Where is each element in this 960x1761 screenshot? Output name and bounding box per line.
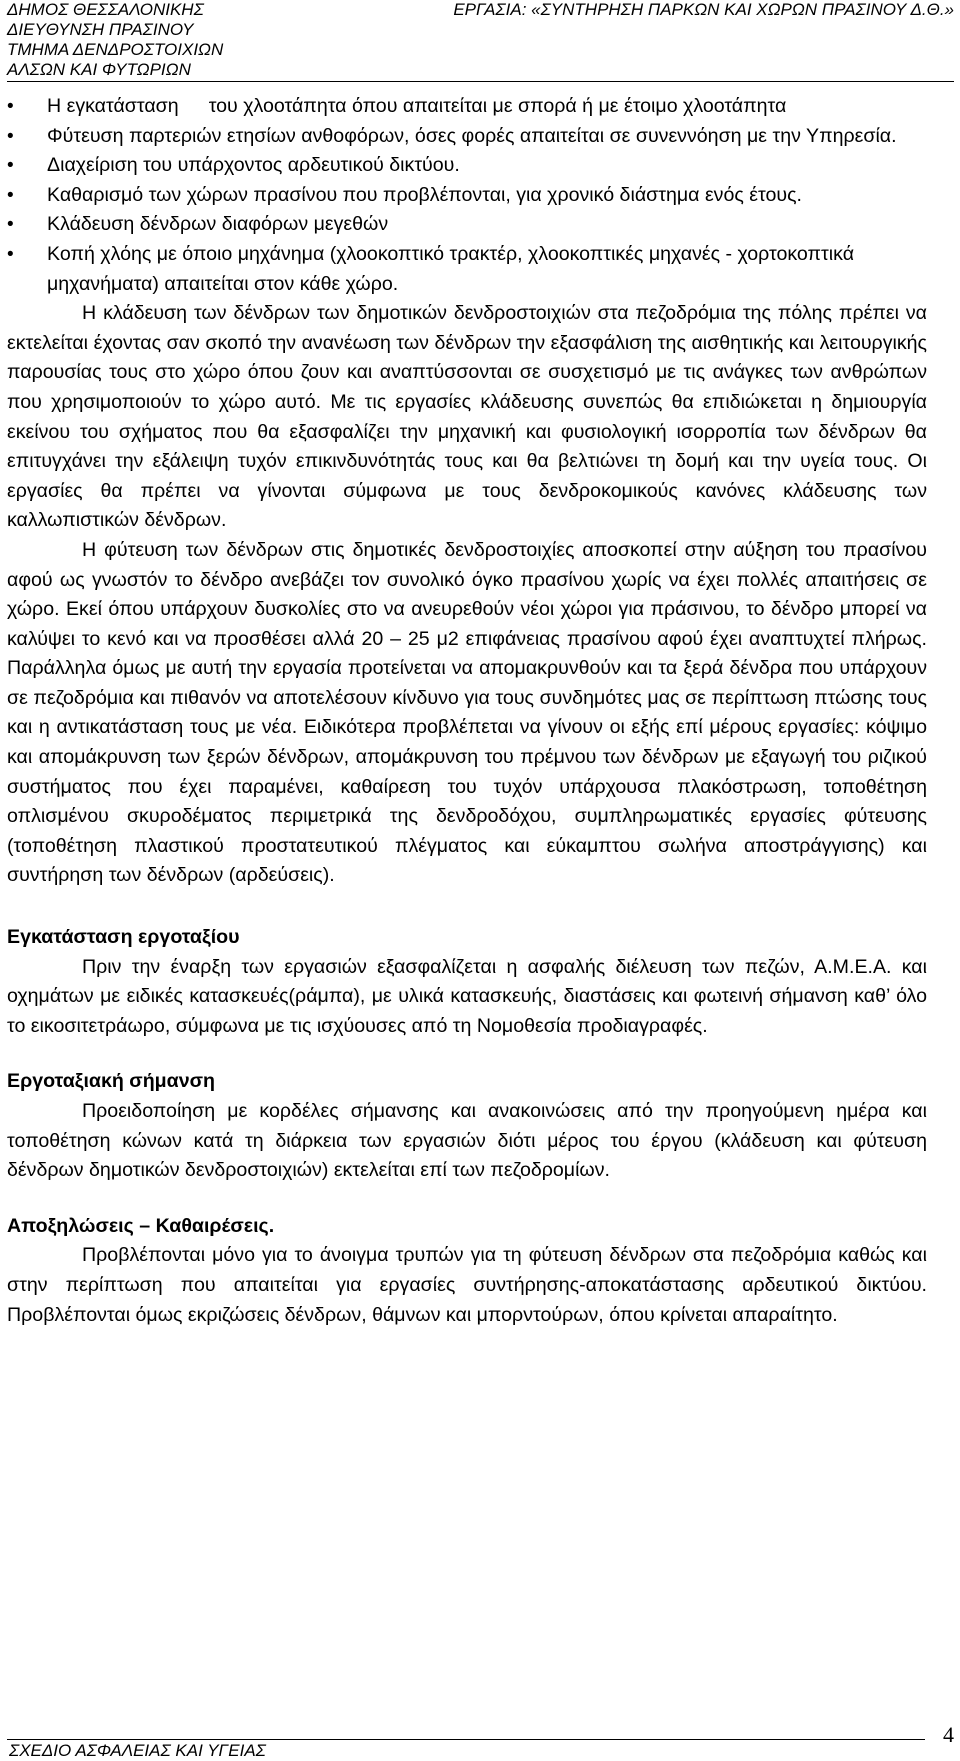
bullet-item: [7, 122, 927, 152]
bullet-text: Φύτευση παρτεριών ετησίων ανθοφόρων, όσες φορές απαιτείται σε συνεννόηση με την Υπηρεσία.: [47, 124, 897, 147]
header-org-line: ΔΙΕΥΘΥΝΣΗ ΠΡΑΣΙΝΟΥ: [7, 20, 194, 39]
bullet-item: [7, 181, 927, 211]
header-divider: [7, 81, 954, 82]
section-heading: Εργοταξιακή σήμανση: [7, 1070, 215, 1093]
bullet-text: Κοπή χλόης με όποιο μηχάνημα (χλοοκοπτικό τρακτέρ, χλοοκοπτικές μηχανές - χορτοκοπτικά μηχανήματα) απαιτείται στον κάθε χώρο.: [47, 242, 855, 295]
bullet-item: [7, 92, 927, 122]
section-heading: Αποξηλώσεις – Καθαιρέσεις.: [7, 1214, 275, 1237]
page-number: 4: [943, 1722, 954, 1747]
section-text: Προβλέπονται μόνο για το άνοιγμα τρυπών για τη φύτευση δένδρων στα πεζοδρόμια καθώς και στην περίπτωση που απαιτείται για εργασίες συντήρησης-αποκατάστασης αρδευτικού δικτύου. Προβλέπονται όμως εκριζώσεις δένδρων, θάμνων και μπορντούρων, όπου κρίνεται απαραίτητο.: [7, 1244, 927, 1326]
section-heading: Εγκατάσταση εργοταξίου: [7, 926, 240, 949]
header-organization: [7, 0, 327, 80]
header-org-line: ΔΗΜΟΣ ΘΕΣΣΑΛΟΝΙΚΗΣ: [7, 0, 204, 19]
bullet-text: του χλοοτάπητα όπου απαιτείται με σπορά ή με έτοιμο χλοοτάπητα: [208, 95, 787, 117]
bullet-text: Καθαρισμό των χώρων πρασίνου που προβλέπονται, για χρονικό διάστημα ενός έτους.: [47, 183, 802, 206]
planting-paragraph: Η φύτευση των δένδρων στις δημοτικές δενδροστοιχίες αποσκοπεί στην αύξηση του πρασίνου αφού ως γνωστόν το δένδρο ανεβάζει τον συνολικό όγκο πρασίνου χωρίς να έχει πολλές απαιτήσεις σε χώρο. Εκεί όπου υπάρχουν δυσκολίες στο να ανευρεθούν νέοι χώροι για πράσινου, το δένδρο μπορεί να καλύψει το κενό και να προσθέσει αλλά 20 – 25 μ2 επιφάνειας πρασίνου αφού έχει αναπτυχτεί πλήρως. Παράλληλα όμως με αυτή την εργασία προτείνεται να απομακρυνθούν και τα ξερά δένδρα που υπάρχουν σε πεζοδρόμια και πιθανόν να αποτελέσουν κίνδυνο για τους συνδημότες μας σε περίπτωση πτώσης τους και η αντικατάσταση τους με νέα. Ειδικότερα προβλέπεται να γίνουν οι εξής επί μέρους εργασίες: κόψιμο και απομάκρυνση των ξερών δένδρων, απομάκρυνση του πρέμνου των δένδρων με εξαγωγή του ριζικού συστήματος που έχει παραμένει, καθαίρεση του τυχόν υπάρχουσα πλακόστρωση, τοποθέτηση οπλισμένου σκυροδέματος περιμετρικά της δενδροδόχου, συμπληρωματικές εργασίες φύτευσης (τοποθέτηση πλαστικού προστατευτικού πλέγματος και εύκαμπτου σωλήνα αποστράγγισης) και συντήρηση των δένδρων (αρδεύσεις).: [7, 538, 927, 887]
pruning-paragraph: Η κλάδευση των δένδρων των δημοτικών δενδροστοιχιών στα πεζοδρόμια της πόλης πρέπει να εκτελείται έχοντας σαν σκοπό την ανανέωση των δένδρων την εξασφάλιση της αισθητικής και λειτουργικής παρουσίας τους στο χώρο όπου ζουν και αναπτύσσονται σε συσχετισμό με τις ανάγκες των ανθρώπων που χρησιμοποιούν το χώρο αυτό. Με τις εργασίες κλάδευσης συνεπώς θα επιδιώκεται η δημιουργία εκείνου του σχήματος που θα εξασφαλίζει την μηχανική και φυσιολογική ισορροπία των δένδρων θα επιτυγχάνει την εξάλειψη τυχόν επικινδυνότητάς τους και θα βελτιώνει τη δομή και την υγεία τους. Οι εργασίες θα πρέπει να γίνονται σύμφωνα με τους δενδροκομικούς κανόνες κλάδευσης των καλλωπιστικών δένδρων.: [7, 302, 927, 532]
bullet-text: Διαχείριση του υπάρχοντος αρδευτικού δικτύου.: [47, 154, 460, 177]
footer-document-title: ΣΧΕΔΙΟ ΑΣΦΑΛΕΙΑΣ ΚΑΙ ΥΓΕΙΑΣ: [9, 1741, 266, 1760]
document-body: [7, 92, 927, 1330]
footer-divider: [7, 1739, 925, 1740]
bullet-text: Η εγκατάσταση: [47, 95, 179, 117]
bullet-item: [7, 240, 927, 299]
section-text: Πριν την έναρξη των εργασιών εξασφαλίζεται η ασφαλής διέλευση των πεζών, Α.Μ.Ε.Α. και οχημάτων με ειδικές κατασκευές(ράμπα), με υλικά κατασκευής, διαστάσεις και φωτεινή σήμανση καθ’ όλο το εικοσιτετράωρο, σύμφωνα με τις ισχύουσες από τη Νομοθεσία προδιαγραφές.: [7, 955, 927, 1037]
header-org-line: ΤΜΗΜΑ ΔΕΝΔΡΟΣΤΟΙΧΙΩΝ: [7, 40, 224, 59]
header-project-title: ΕΡΓΑΣΙΑ: «ΣΥΝΤΗΡΗΣΗ ΠΑΡΚΩΝ ΚΑΙ ΧΩΡΩΝ ΠΡΑΣΙΝΟΥ Δ.Θ.»: [453, 0, 954, 19]
page-header: [0, 0, 960, 82]
bullet-text: Κλάδευση δένδρων διαφόρων μεγεθών: [47, 213, 389, 236]
header-org-line: ΑΛΣΩΝ ΚΑΙ ΦΥΤΩΡΙΩΝ: [7, 60, 191, 79]
bullet-item: [7, 210, 927, 240]
task-bullet-list: [7, 92, 927, 299]
bullet-item: [7, 151, 927, 181]
section-text: Προειδοποίηση με κορδέλες σήμανσης και ανακοινώσεις από την προηγούμενη ημέρα και τοποθέτηση κώνων κατά τη διάρκεια των εργασιών διότι μέρος του έργου (κλάδευση και φύτευση δένδρων δημοτικών δενδροστοιχιών) εκτελείται επί των πεζοδρομίων.: [7, 1100, 927, 1182]
